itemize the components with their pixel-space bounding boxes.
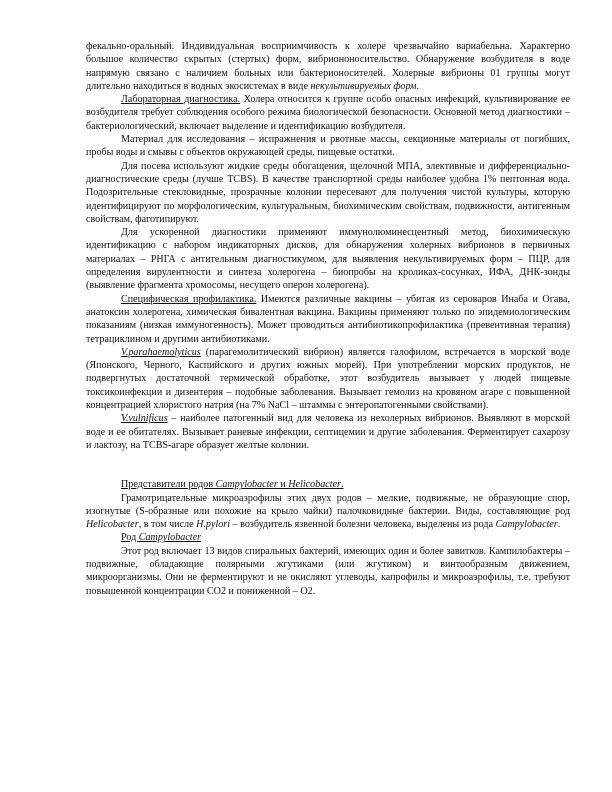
paragraph-vulnificus: V.vulnificus – наиболее патогенный вид для человека из нехолерных вибрионов. Выявляют в морской воде и ее обитателях. Вызывает раневые инфекции, септицемии и другие заболевания. Ферментирует сахарозу и лактозу, на TCBS-агаре образует желтые колонии. <box>86 413 570 451</box>
section-heading-genus-campylobacter: Род Campylobacter <box>121 532 202 544</box>
section-spacer <box>86 452 570 478</box>
species-heading-vulnificus: V.vulnificus <box>121 413 168 425</box>
page-body <box>86 40 570 598</box>
paragraph-specimens: Материал для исследования – испражнения и рвотные массы, секционные материалы от погибших, пробы воды и смывы с объектов окружающей среды, пищевые остатки. <box>86 134 570 159</box>
paragraph-cholera-epidemiology: фекально-оральный. Индивидуальная восприимчивость к холере чрезвычайно вариабельна. Характерно большое количество скрытых (стертых) форм, вибриононосительство. Обнаружение возбудителя в воде напрямую связано с наличием больных или бактерионосителей. Холерные вибрионы 01 группы могут длительно находиться в водных экосистемах в виде некультивируемых форм. <box>86 41 570 92</box>
paragraph-parahaemolyticus: V.parahaemolyticus (парагемолитический вибрион) является галофилом, встречается в морской воде (Японского, Черного, Каспийского и других южных морей). При употреблении морских продуктов, не подвергнутых достаточной термической обработке, этот возбудитель вызывает у людей пищевые токсикоинфекции и дизентерия – подобные заболевания. Вызывает гемолиз на кровяном агаре с повышенной концентрацией хлористого натрия (на 7% NaCl – штаммы с энтеропатогенными свойствами). <box>86 346 570 412</box>
paragraph-lab-diagnostics: Лабораторная диагностика. Холера относится к группе особо опасных инфекций, культивирование ее возбудителя требует соблюдения особого режима биологической безопасности. Основной метод диагностики – бактериологический, включает выделение и идентификацию возбудителя. <box>86 94 570 132</box>
section-heading-campylobacter-helicobacter: Представители родов Campylobacter и Helicobacter. <box>121 479 344 491</box>
section-heading-lab-diagnostics: Лабораторная диагностика. <box>121 94 241 106</box>
paragraph-campylobacter-description: Этот род включает 13 видов спиральных бактерий, имеющих один и более завитков. Кампилобактеры – подвижные, обладающие полярными жгутиками (или жгутиком) и винтообразным движением, микроорганизмы. Они не ферментируют и не окисляют углеводы, капрофилы и микроаэрофилы, т.е. требуют повышенной концентрации СО2 и пониженной – О2. <box>86 545 570 597</box>
section-heading-prophylaxis: Специфическая профилактика. <box>121 293 257 305</box>
italic-term: некультивируемых форм <box>310 80 417 92</box>
paragraph-culture-media: Для посева используют жидкие среды обогащения, щелочной МПА, элективные и дифференциально-диагностические среды (лучше TCBS). В качестве транспортной среды наиболее удобна 1% пептонная вода. Подозрительные стекловидные, прозрачные колонии пересевают для получения чистой культуры, которую идентифицируют по морфологическим, культуральным, биохимическим свойствам, подвижности, антигенным свойствам, фаготипируют. <box>86 160 570 225</box>
paragraph-rapid-diagnostics: Для ускоренной диагностики применяют иммунолюминесцентный метод, биохимическую идентификацию с набором индикаторных дисков, для обнаружения холерных вибрионов в первичных материалах – РНГА с антительным диагностикумом, для выявления некультивируемых форм – ПЦР, для определения вирулентности и синтеза холерогена – биопробы на кроликах-сосунках, ИФА, ДНК-зонды (выявление фрагмента хромосомы, несущего оперон холерогена). <box>86 227 570 292</box>
paragraph-prophylaxis: Специфическая профилактика. Имеются различные вакцины – убитая из сероваров Инаба и Огава, анатоксин холерогена, химическая бивалентная вакцина. Вакцины применяют только по эпидемиологическим показаниям (низкая иммуногенность). Может проводиться антибиотикопрофилактика (превентивная терапия) тетрациклином и другими антибиотиками. <box>86 293 570 345</box>
species-heading-parahaemolyticus: V.parahaemolyticus <box>121 346 201 358</box>
paragraph-microaerophiles: Грамотрицательные микроаэрофилы этих двух родов – мелкие, подвижные, не образующие спор, изогнутые (S-образные или похожие на крыло чайки) палочковидные бактерии. Виды, составляющие род Helicobacter, в том числе H.pylori – возбудитель язвенной болезни человека, выделены из рода Campylobacter. <box>86 492 570 531</box>
